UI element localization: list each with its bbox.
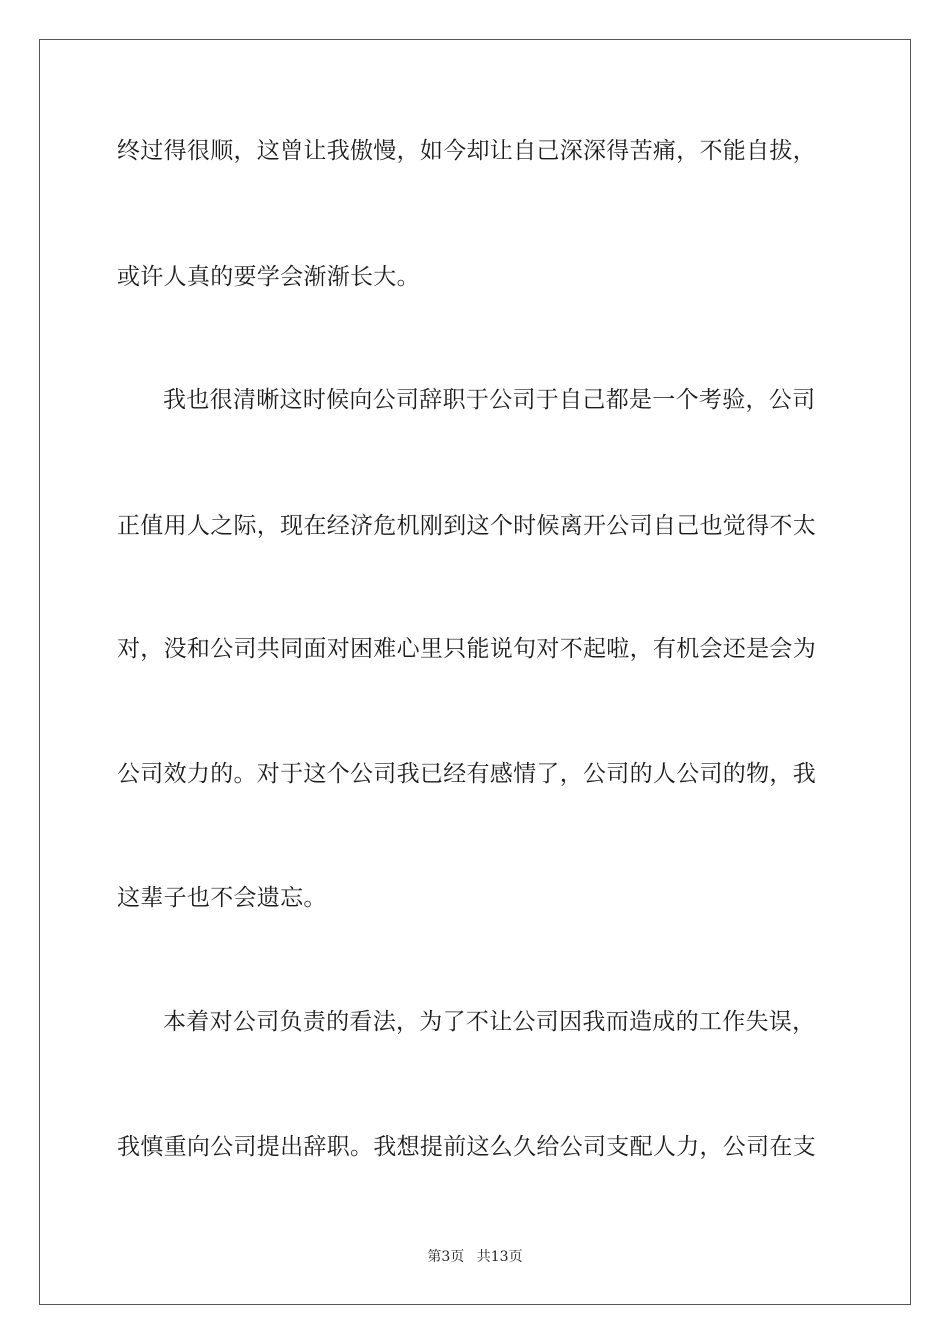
- text-line-6: 公司效力的。对于这个公司我已经有感情了，公司的人公司的物，我: [117, 761, 816, 787]
- page-total: 共13页: [476, 1249, 523, 1265]
- page-frame: [39, 39, 911, 1305]
- text-line-8: 本着对公司负责的看法，为了不让公司因我而造成的工作失误，: [163, 1009, 816, 1035]
- text-line-2: 或许人真的要学会渐渐长大。: [117, 264, 420, 290]
- page-number: 第3页: [427, 1249, 465, 1265]
- text-line-1: 终过得很顺，这曾让我傲慢，如今却让自己深深得苦痛，不能自拔，: [117, 138, 816, 164]
- text-line-3: 我也很清晰这时候向公司辞职于公司于自己都是一个考验，公司: [163, 387, 816, 413]
- text-line-5: 对，没和公司共同面对困难心里只能说句对不起啦，有机会还是会为: [117, 636, 816, 662]
- text-line-4: 正值用人之际，现在经济危机刚到这个时候离开公司自己也觉得不太: [117, 513, 816, 539]
- text-line-7: 这辈子也不会遗忘。: [117, 885, 327, 911]
- page-footer: [0, 1248, 950, 1266]
- text-line-9: 我慎重向公司提出辞职。我想提前这么久给公司支配人力，公司在支: [117, 1134, 816, 1160]
